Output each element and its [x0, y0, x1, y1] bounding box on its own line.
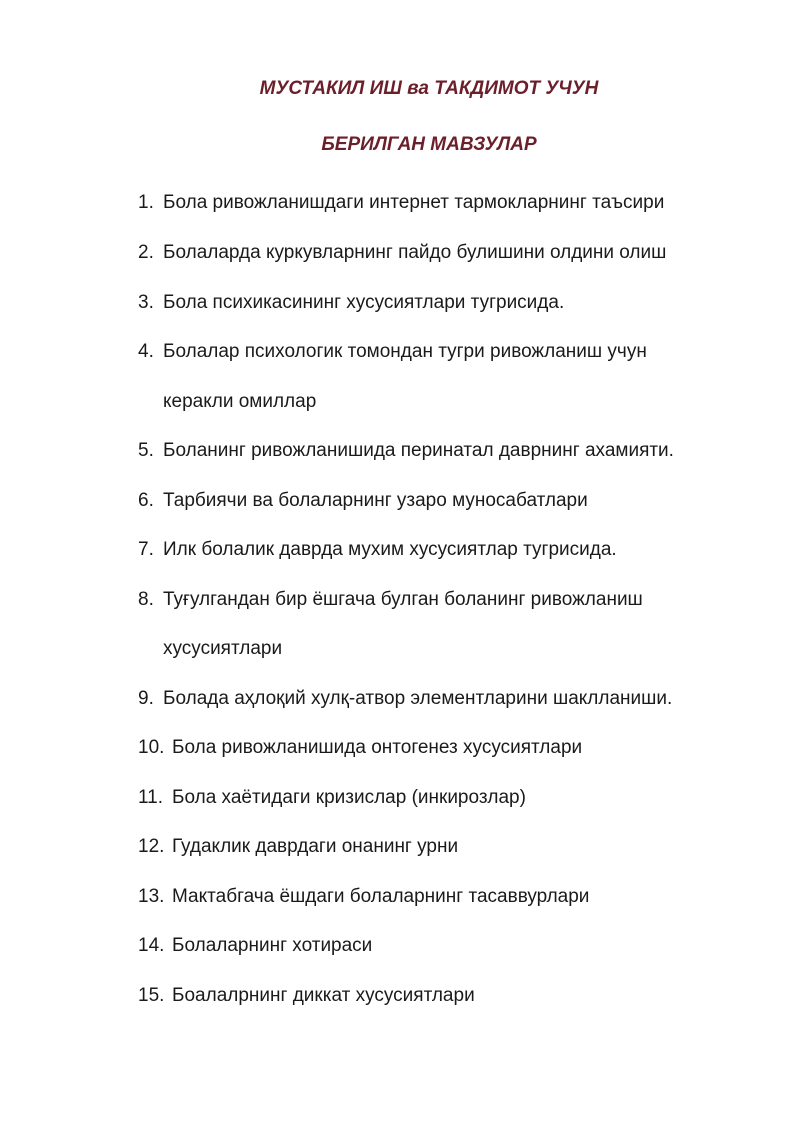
list-item-number: 14. [138, 935, 165, 956]
list-item-text: Бола психикасининг хусусиятлари тугрисида. [163, 292, 565, 313]
list-item-number: 1. [138, 192, 154, 213]
list-item-text: Илк болалик даврда мухим хусусиятлар тугрисида. [163, 539, 617, 560]
list-item-number: 3. [138, 292, 154, 313]
list-item-text: Болада аҳлоқий хулқ-атвор элементларини шаклланиши. [163, 688, 673, 709]
list-item-number: 6. [138, 490, 154, 511]
list-item-number: 9. [138, 688, 154, 709]
list-item-text: Боланинг ривожланишида перинатал даврнинг ахамияти. [163, 440, 674, 461]
list-item-text: Болаларда куркувларнинг пайдо булишини олдини олиш [163, 242, 667, 263]
list-item-number: 4. [138, 341, 154, 362]
list-item-text-continuation: хусусиятлари [163, 638, 283, 659]
list-item-number: 11. [138, 787, 164, 808]
page-title-line-1: МУСТАКИЛ ИШ ва ТАКДИМОТ УЧУН [259, 78, 599, 99]
list-item-text-continuation: керакли омиллар [163, 391, 317, 412]
list-item-number: 10. [138, 737, 165, 758]
list-item-number: 7. [138, 539, 154, 560]
list-item-text: Тарбиячи ва болаларнинг узаро муносабатлари [163, 490, 588, 511]
list-item-number: 15. [138, 985, 165, 1006]
list-item-number: 13. [138, 886, 165, 907]
list-item-text: Болаларнинг хотираси [172, 935, 373, 956]
list-item-text: Мактабгача ёшдаги болаларнинг тасаввурлари [172, 886, 590, 907]
list-item-text: Бола ривожланишида онтогенез хусусиятлари [172, 737, 583, 758]
list-item-number: 5. [138, 440, 154, 461]
list-item-text: Бола ривожланишдаги интернет тармокларнинг таъсири [163, 192, 665, 213]
page-title-line-2: БЕРИЛГАН МАВЗУЛАР [321, 134, 537, 155]
list-item-number: 12. [138, 836, 165, 857]
list-item-text: Болалар психологик томондан тугри ривожланиш учун [163, 341, 647, 362]
list-item-text: Гудаклик даврдаги онанинг урни [172, 836, 459, 857]
list-item-text: Бола хаётидаги кризислар (инкирозлар) [172, 787, 526, 808]
list-item-text: Туғулгандан бир ёшгача булган боланинг ривожланиш [163, 589, 643, 610]
list-item-number: 8. [138, 589, 154, 610]
list-item-text: Боалалрнинг диккат хусусиятлари [172, 985, 475, 1006]
list-item-number: 2. [138, 242, 154, 263]
